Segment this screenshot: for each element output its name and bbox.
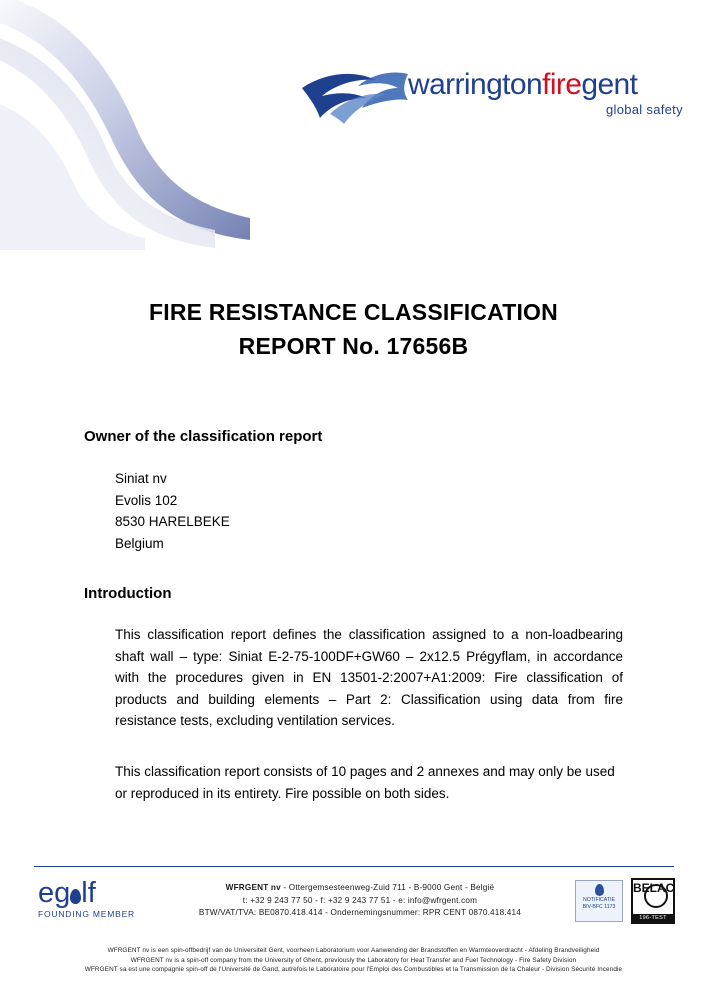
- egolf-subtitle: FOUNDING MEMBER: [38, 909, 135, 919]
- owner-section-heading: Owner of the classification report: [84, 428, 323, 445]
- belac-accreditation-badge: [631, 878, 675, 924]
- fineprint-en: WFRGENT nv is a spin-off company from the University of Ghent, previously the Laboratory for Heat Transfer and Fuel Technology - Fire Safety Division: [130, 956, 577, 964]
- water-drop-icon: [70, 889, 81, 904]
- notified-body-line-2: BIV-BFC 1173: [582, 903, 616, 910]
- egolf-logo: [38, 878, 168, 928]
- decorative-swoosh-graphic: [0, 0, 260, 250]
- owner-city: 8530 HARELBEKE: [115, 514, 230, 529]
- company-logo: [300, 62, 690, 142]
- belac-circle-icon: [644, 884, 668, 908]
- fineprint-fr: WFRGENT sa est une compagnie spin-off de l'Université de Gand, autrefois le Laboratoire pour l'Emploi des Combustibles et la Transmission de la Chaleur - Division Sécurité Incendie: [84, 966, 623, 974]
- footer-divider: [34, 866, 674, 867]
- bird-swoosh-icon: [300, 66, 410, 128]
- footer-contact: t: +32 9 243 77 50 - f: +32 9 243 77 51 - e: info@wfrgent.com: [242, 895, 478, 905]
- egolf-word-pre: eg: [38, 877, 71, 909]
- footer-company-name: WFRGENT nv: [225, 883, 281, 892]
- page-title-line-1: FIRE RESISTANCE CLASSIFICATION: [149, 299, 558, 325]
- notified-body-badge: [575, 880, 623, 922]
- footer-company-details: [175, 882, 545, 920]
- introduction-paragraph-2: This classification report consists of 10 pages and 2 annexes and may only be used or reproduced in its entirety. Fire possible on both sides.: [115, 764, 615, 801]
- footer-vat: BTW/VAT/TVA: BE0870.418.414 - Ondernemingsnummer: RPR CENT 0870.418.414: [198, 908, 522, 917]
- egolf-wordmark: [38, 878, 168, 908]
- water-drop-icon: [595, 884, 604, 896]
- owner-street: Evolis 102: [115, 492, 178, 508]
- logo-word-fire: fire: [542, 68, 582, 101]
- fineprint-nl: WFRGENT nv is een spin-offbedrijf van de Universiteit Gent, voorheen Laboratorium voor Aanwending der Brandstoffen en Warmteoverdracht - Afdeling Brandveiligheid: [107, 947, 600, 954]
- notified-body-line-1: NOTIFICATIE: [583, 897, 615, 903]
- owner-name: Siniat nv: [115, 471, 167, 486]
- owner-address: [115, 468, 230, 554]
- introduction-heading: Introduction: [84, 585, 172, 602]
- page-title-line-2: REPORT No. 17656B: [238, 333, 469, 359]
- egolf-word-post: lf: [81, 877, 96, 909]
- logo-tagline: global safety: [606, 102, 683, 117]
- page-title: [0, 295, 707, 363]
- owner-country: Belgium: [115, 535, 164, 551]
- introduction-paragraph-1: This classification report defines the classification assigned to a non-loadbearing shaft wall – type: Siniat E-2-75-100DF+GW60 – 2x12.5 Prégyflam, in accordance with the procedures given in EN 13501-2:2007+A1:2009: Fire classification of products and building elements – Part 2: Classification using data from fire resistance tests, excluding ventilation services.: [115, 627, 623, 728]
- logo-wordmark: [408, 68, 637, 102]
- belac-letters: BELAC: [633, 881, 675, 895]
- footer-line-1: [175, 882, 545, 895]
- logo-word-gent: gent: [581, 68, 638, 101]
- belac-tag: 196-TEST: [633, 914, 673, 922]
- footer-company-address: - Ottergemsesteenweg-Zuid 711 - B-9000 Gent - België: [280, 883, 495, 892]
- footer-fineprint: [0, 946, 707, 975]
- logo-word-warrington: warrington: [408, 68, 543, 101]
